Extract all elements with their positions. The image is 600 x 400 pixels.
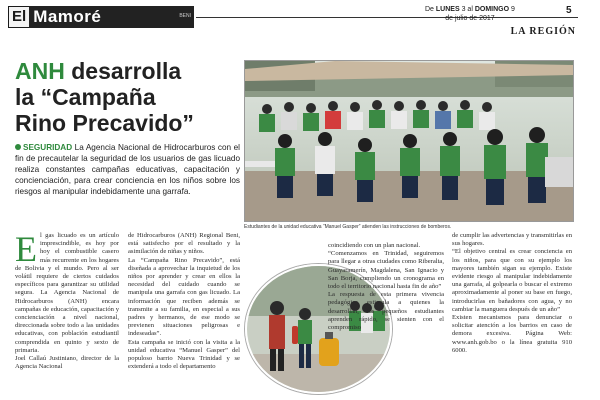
masthead-name [29,6,194,28]
headline-accent: ANH [15,58,65,84]
article-column-4: de cumplir las advertencias y transmitirlas en sus hogares. “El objetivo central es crear conciencia en los niños, para que con su ejemplo los mayores también sigan su ejemplo. Existe evidente riesgo al manipular indebidamente una garrafa, al golpearla o buscar el extremo aproximadamente al poner su base en fuego, introducirlas en bañadores con agua, y no cambiar la manguera después de un año” Existen mecanismos para denunciar o solicitar atención a los barrios en caso de demora excesiva. Página Web: www.anh.gob.bo o la línea gratuita 910 6000. [452,232,572,354]
masthead [8,6,194,28]
masthead-sub: BENI [179,13,191,19]
lead-label: SEGURIDAD [23,143,73,152]
drop-cap: E [15,232,37,269]
article-column-1: E l gas licuado es un artículo imprescindible, es hoy por hoy el combustible casero más recurrente en los hogares de Bolivia y el mundo. Pero al ser volátil requiere de ciertos cuidados específicos para garantizar su utilidad segura. La Agencia Nacional de Hidrocarburos (ANH) encara campañas de educación, capacitación y concienciación a nivel nacional, direccionada sobre todo a las unidades educativas, con población estudiantil comprendida en quinto y sexto de primaria. Joel Callaú Justiniano, director de la Agencia Nacional [15,232,119,371]
section-title: LA REGIÓN [510,26,576,37]
article-column-3: coincidiendo con un plan nacional. “Comenzamos en Trinidad, seguiremos para llegar a otras ciudades como Riberalta, Guayaramerín, Magdalena, San Ignacio y San Borja, cumpliendo un cronograma en todo el territorio nacional hasta fin de año” La respuesta de esta primera vivencia pedagógica estimula a quienes la desarrollan, los pequeños estudiantes aprenden rápido, se sienten con el compromiso [328,242,444,332]
header-rule [196,17,578,18]
article-column-2: de Hidrocarburos (ANH) Regional Beni, está satisfecho por el resultado y la asimilación de niñas y niños. La “Campaña Rino Precavido”, está diseñada a aprovechar la inquietud de los niños por aprender y crear en ellos la necesidad del cuidado cuando se manipula una garrafa con gas licuado. La información que reciben además se transmite a su familia, en especial a sus padres y hermanos, de ese modo se previenen situaciones peligrosas e indeseadas”. Esta campaña se inició con la visita a la unidad educativa “Manuel Gasper” del populoso barrio Nueva Trinidad y se extenderá a todo el departamento [128,232,240,371]
bullet-icon [15,144,21,150]
headline: ANH desarrolla la “Campaña Rino Precavido” [15,58,194,136]
page-number: 5 [566,5,572,16]
dateline: De LUNES 3 al DOMINGO 9 de julio de 2017 [425,6,515,22]
photo-caption: Estudiantes de la unidad educativa “Manuel Gasper” atienden las instrucciones de bomberos. [244,224,452,230]
masthead-title: Mamoré [33,7,102,26]
lead-text: La Agencia Nacional de Hidrocarburos con el fin de precautelar la seguridad de los usuarios de gas licuado realiza constantes campañas educativas, capacitación y concienciación, para crear conciencia en los niños sobre los riesgos al manipular indebidamente una garrafa. [15,143,240,196]
lead-paragraph [15,142,240,197]
main-photo [244,60,574,222]
masthead-prefix: El [8,6,29,28]
